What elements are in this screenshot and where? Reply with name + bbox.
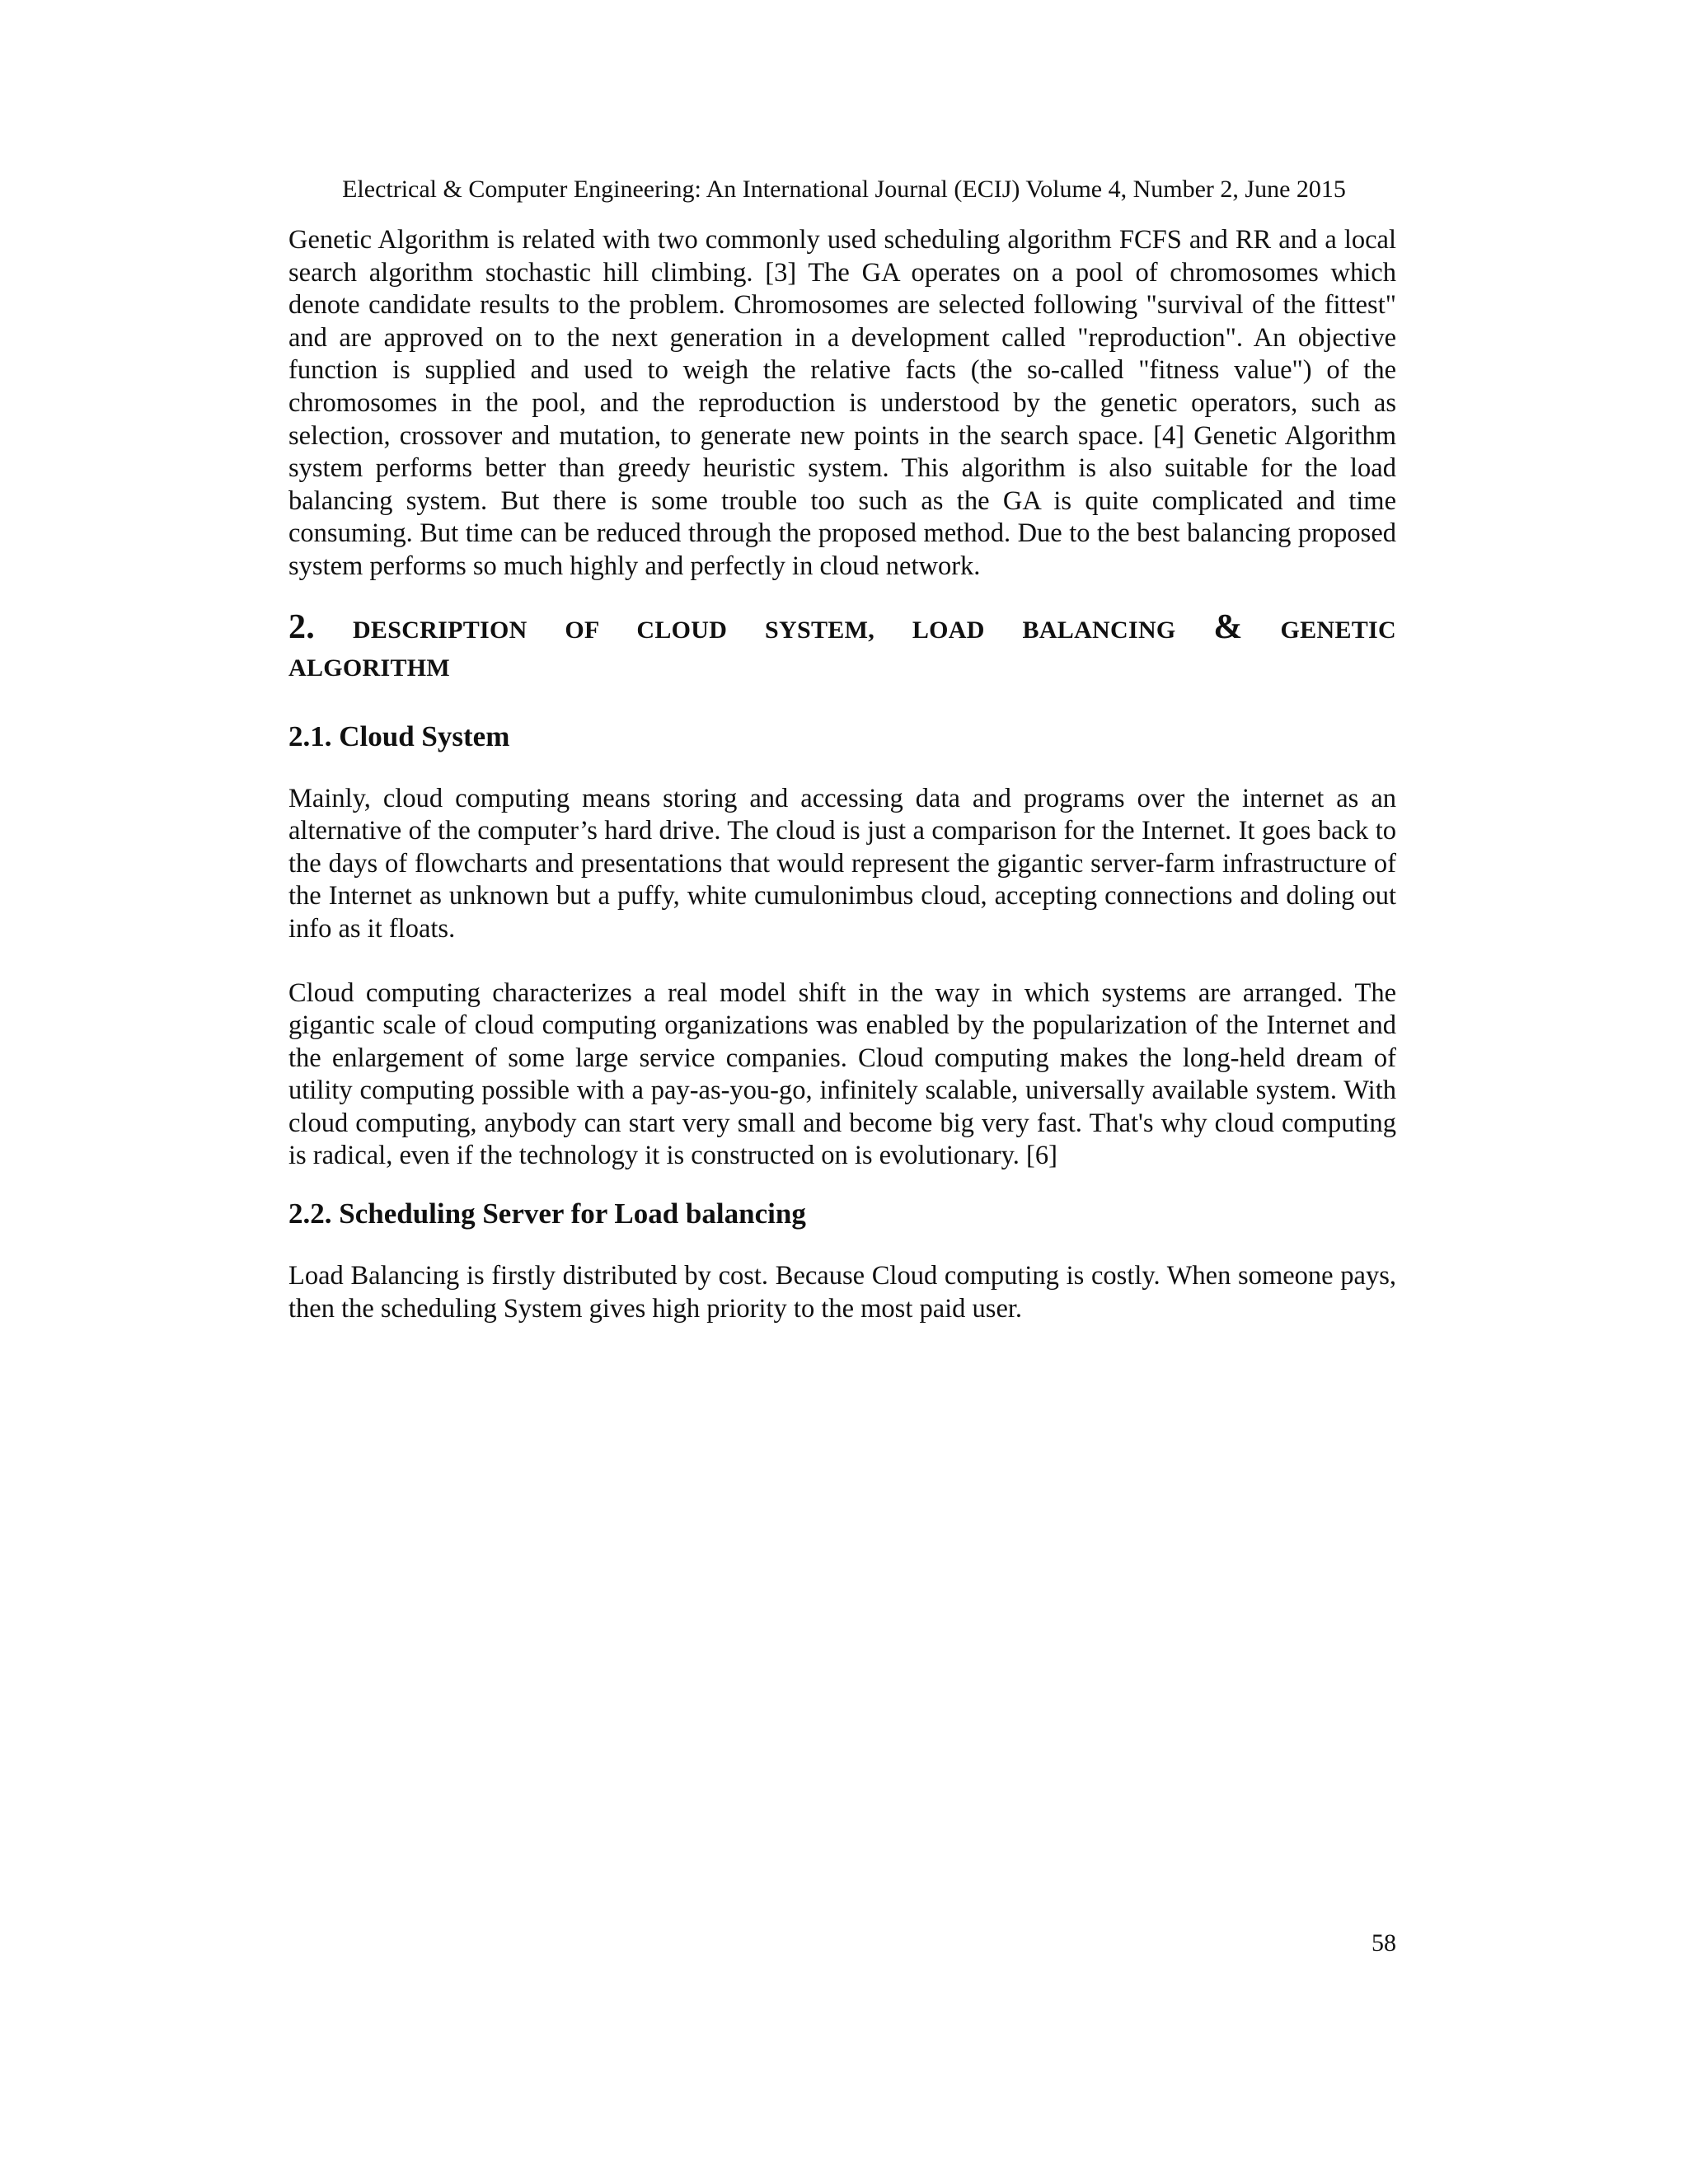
subsection-2-1-title: 2.1. Cloud System <box>288 719 510 752</box>
section-2-heading <box>288 607 1396 686</box>
load-balancing-paragraph-1: Load Balancing is firstly distributed by cost. Because Cloud computing is costly. When someone pays, then the scheduling System gives high priority to the most paid user. <box>288 1261 1396 1324</box>
section-2-title-line1 <box>288 607 1396 651</box>
section-title-ampersand: & <box>1213 607 1243 646</box>
section-number: 2. <box>288 607 316 646</box>
page-number: 58 <box>1372 1929 1396 1957</box>
section-2-title-line2: ALGORITHM <box>288 654 451 682</box>
section-title-part1: DESCRIPTION OF CLOUD SYSTEM, LOAD BALANCING <box>352 616 1176 644</box>
cloud-system-paragraph-2: Cloud computing characterizes a real model shift in the way in which systems are arranged. The gigantic scale of cloud computing organizations was enabled by the popularization of the Internet and the enlargement of some large service companies. Cloud computing makes the long-held dream of utility computing possible with a pay-as-you-go, infinitely scalable, universally available system. With cloud computing, anybody can start very small and become big very fast. That's why cloud computing is radical, even if the technology it is constructed on is evolutionary. [6] <box>288 977 1396 1171</box>
section-title-part2: GENETIC <box>1280 616 1397 644</box>
subsection-2-2-title: 2.2. Scheduling Server for Load balancing <box>288 1197 806 1230</box>
page-content <box>288 224 1396 1325</box>
intro-paragraph: Genetic Algorithm is related with two commonly used scheduling algorithm FCFS and RR and a local search algorithm stochastic hill climbing. [3] The GA operates on a pool of chromosomes which denote candidate results to the problem. Chromosomes are selected following "survival of the fittest" and are approved on to the next generation in a development called "reproduction". An objective function is supplied and used to weigh the relative facts (the so-called "fitness value") of the chromosomes in the pool, and the reproduction is understood by the genetic operators, such as selection, crossover and mutation, to generate new points in the search space. [4] Genetic Algorithm system performs better than greedy heuristic system. This algorithm is also suitable for the load balancing system. But there is some trouble too such as the GA is quite complicated and time consuming. But time can be reduced through the proposed method. Due to the best balancing proposed system performs so much highly and perfectly in cloud network. <box>288 225 1396 581</box>
cloud-system-paragraph-1: Mainly, cloud computing means storing and accessing data and programs over the internet as an alternative of the computer’s hard drive. The cloud is just a comparison for the Internet. It goes back to the days of flowcharts and presentations that would represent the gigantic server-farm infrastructure of the Internet as unknown but a puffy, white cumulonimbus cloud, accepting connections and doling out info as it floats. <box>288 783 1396 944</box>
running-header: Electrical & Computer Engineering: An International Journal (ECIJ) Volume 4, Number 2, June 2015 <box>342 176 1346 203</box>
